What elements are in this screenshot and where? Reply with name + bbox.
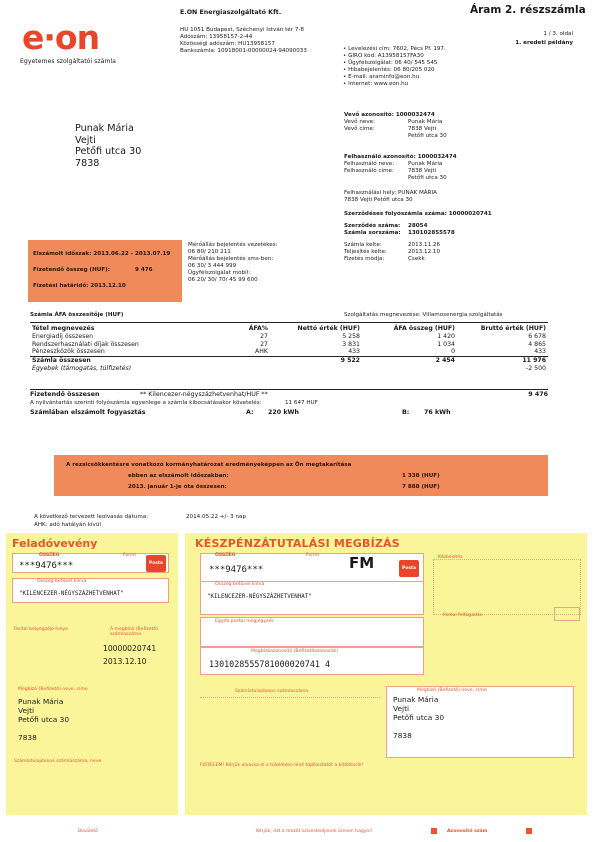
payer-label: Megbízó (Befizető) neve, címe [18, 687, 88, 692]
recipient-zip: 7838 [75, 157, 100, 169]
transfer-words-field[interactable]: Összeg betűvel kiírva "KILENCEZER-NÉGYSZÁZHETVENHAT" [200, 581, 424, 615]
eon-logo: e·on [22, 18, 100, 57]
warning-text: FIGYELEM! Kérjük olvassa el a túloldalon lévő tájékoztatót a kitöltésről! [200, 763, 364, 768]
other-note-field[interactable]: Egyéb postai megjegyzés [200, 617, 424, 647]
payment-method: Csekk [408, 256, 425, 262]
copy-label: 1. eredeti példány [515, 40, 573, 46]
savings-notice: A rezsicsökkentésre vonatkozó kormányhatározat eredményeképpen az Ön megtakarítása ebben az elszámolt időszakban: 1 338 (HUF) 2013. január 1-je óta összesen: 7 888 (HUF) [54, 455, 548, 496]
customer-info: Vevő azonosító: 1000032474 Vevő neve: Punak Mária Vevő címe: 7838 Vejti Petőfi utca 30 Felhasználó azonosító: 1000032474 Felhasználó neve: Punak Mária Felhasználó címe: 7838 Vejti Petőfi utca 30 Felhasználási hely: PUNAK MÁRIA 7838 Vejti Petőfi utca 30 Szerződéses folyószámla száma: 10000020741 Szerződés száma: 28054 Számla sorszáma: 130102855578 Számla kelte: 2013.11.26 Teljesítés kelte: 2013.12.10 Fizetés módja: Csekk [344, 112, 544, 263]
contact-line: • Hibabejelentés: 06 80/205 020 [343, 67, 435, 73]
table-row: Pénzeszközök összesen AHK 433 0 433 [32, 348, 546, 356]
receipt-amount-field[interactable]: ÖSSZEG Forint ***9476*** Posta [12, 553, 169, 573]
savings-total-value: 7 888 (HUF) [402, 484, 440, 490]
account-owner-label: Számlatulajdonos számlaszáma [235, 689, 309, 694]
receipt-words-field[interactable]: Összeg betűvel kiírva "KILENCEZER-NÉGYSZÁZHETVENHAT" [12, 578, 169, 603]
footer-left: Bevizető [78, 829, 98, 834]
recipient-city: Vejti [75, 134, 96, 146]
stamp-label: Postai bélyegzője helye [14, 627, 68, 632]
contract-number: 28054 [408, 223, 428, 229]
document-title: Áram 2. részszámla [470, 4, 586, 16]
invoice-date: 2013.11.26 [408, 242, 441, 248]
consumption-b-value: 76 kWh [424, 409, 451, 416]
payer-id: 1301028555781000020741 4 [209, 659, 331, 669]
company-details [180, 27, 340, 55]
payment-deadline: Fizetési határidő: 2013.12.10 [33, 283, 126, 289]
company-line: Közösségi adószám: HU13958157 [180, 41, 275, 47]
summary-box: Elszámolt időszak: 2013.06.22 - 2013.07.19 Fizetendő összeg (HUF): 9 476 Fizetési határidő: 2013.12.10 [28, 240, 182, 302]
posta-logo-icon: Posta [146, 555, 166, 572]
savings-period-value: 1 338 (HUF) [402, 473, 440, 479]
vat-table [30, 324, 548, 372]
transfer-amount: ***9476*** [209, 565, 264, 575]
site-address: 7838 Vejti Petőfi utca 30 [344, 197, 413, 203]
posta-logo-icon: Posta [399, 560, 419, 577]
receipt-payer: Punak Mária Vejti Petőfi utca 30 7838 [18, 697, 70, 742]
site-label: Felhasználási hely: PUNAK MÁRIA [344, 190, 437, 196]
consumption-a-label: A: [246, 409, 254, 416]
contact-line: • E-mail: araminfo@eon.hu [343, 74, 420, 80]
consumption-label: Számlában elszámolt fogyasztás [30, 409, 146, 416]
company-name: E.ON Energiaszolgáltató Kft. [180, 9, 282, 16]
contact-list [343, 46, 503, 88]
vat-table-top-rule [30, 322, 548, 323]
contract-account: Szerződéses folyószámla száma: 10000020741 [344, 211, 492, 217]
user-id: Felhasználó azonosító: 1000032474 [344, 154, 457, 160]
transfer-amount-field[interactable]: ÖSSZEG Forint ***9476*** FM Posta [200, 553, 424, 586]
recipient-name: Punak Mária [75, 123, 134, 134]
transfer-payer: Punak Mária Vejti Petőfi utca 30 7838 [393, 695, 445, 740]
contact-line: • GIRO kód: A13958157FA30 [343, 53, 424, 59]
receipt-words: "KILENCEZER-NÉGYSZÁZHETVENHAT" [19, 591, 124, 597]
form-code: FM [349, 554, 375, 572]
payable-amount: 9 476 [135, 267, 153, 273]
payer-id-field[interactable]: Megbízóazonosító (Befizetőazonosító) 1301028555781000020741 4 [200, 647, 424, 675]
balance-value: 11 647 HUF [285, 400, 318, 406]
account-label: A megbízó (Befizető) számlaszáma [110, 627, 158, 637]
payable-total-value: 9 476 [528, 391, 548, 398]
receipt-amount: ***9476*** [19, 561, 74, 571]
transfer-title: KÉSZPÉNZÁTUTALÁSI MEGBÍZÁS [195, 537, 400, 550]
company-line: Adószám: 13958157-2-44 [180, 34, 253, 40]
transfer-words: "KILENCEZER-NÉGYSZÁZHETVENHAT" [207, 594, 312, 600]
vat-total-row: Számla összesen 9 522 2 454 11 976 [32, 356, 546, 364]
ahk-footnote: AHK: adó hatályán kívül [34, 522, 101, 528]
company-line: HU 1051 Budapest, Széchenyi István tér 7-8 [180, 27, 304, 33]
slip-footer [6, 820, 587, 842]
transfer-payer-field[interactable]: Megbízó (Befizető) neve, címe Punak Mária Vejti Petőfi utca 30 7838 [386, 686, 574, 758]
footer-right: Azonosító szám [447, 829, 488, 834]
footer-marker-left [431, 828, 437, 834]
meter-info: Mérőállás bejelentés vezetékes: 06 80/ 210 211 Mérőállás bejelentés sms-ben: 06 30/ 3 444 999 Ügyfélszolgálat mobil: 06 20/ 30/ 70/ 45 99 600 [188, 242, 278, 283]
consumption-a-value: 220 kWh [268, 409, 299, 416]
receipt-account: 10000020741 [103, 644, 157, 653]
receipt-footer-label: Számlatulajdonos számlaszáma, neve [14, 759, 102, 764]
receipt-slip [6, 533, 178, 815]
receipt-date: 2013.12.10 [103, 657, 147, 666]
consumption-b-label: B: [402, 409, 410, 416]
recipient-street: Petőfi utca 30 [75, 146, 142, 158]
contact-line: • Levelezési cím: 7602, Pécs Pf. 197. [343, 46, 446, 52]
invoice-number: 130102855578 [408, 230, 455, 236]
vat-title: Számla ÁFA összesítője (HUF) [30, 312, 124, 318]
vat-other-row: Egyebek (támogatás, túlfizetés) -2 500 [32, 364, 546, 372]
vat-bottom-rule [30, 389, 548, 390]
payable-in-words: ** Kilencezer-négyszázhetvenhat/HUF ** [140, 391, 268, 398]
acceptance-box [554, 607, 580, 621]
next-reading-label: A következő tervezett leolvasás dátuma: [34, 514, 149, 520]
balance-line: A nyilvántartás szerinti folyószámla egyenlege a számla kibocsátásakor követelés: [30, 400, 262, 406]
receipt-title: Feladóvevény [12, 537, 98, 550]
logo-subtitle: Egyetemes szolgáltatói számla [20, 58, 116, 65]
table-row: Rendszerhasználati díjak összesen 27 3 831 1 034 4 865 [32, 340, 546, 348]
account-line [200, 697, 380, 698]
contact-line: • Ügyfélszolgálat: 06 40/ 545 545 [343, 60, 438, 66]
page-info: 1 / 3. oldal [543, 31, 573, 37]
fulfilment-date: 2013.12.10 [408, 249, 441, 255]
payable-total-label: Fizetendő összesen [30, 391, 100, 398]
company-line: Bankszámla: 10918001-00000024-94090033 [180, 48, 307, 54]
buyer-id: Vevő azonosító: 1000032474 [344, 112, 435, 118]
contact-line: • Internet: www.eon.hu [343, 81, 409, 87]
next-reading-value: 2014.05.22 +/- 3 nap [186, 514, 247, 520]
vat-header-row: Tétel megnevezés ÁFA% Nettó érték (HUF) ÁFA összeg (HUF) Bruttó érték (HUF) [32, 324, 546, 332]
footer-marker-right [526, 828, 532, 834]
transfer-slip [185, 533, 587, 815]
recipient-address [75, 123, 141, 169]
notice-line: A rezsicsökkentésre vonatkozó kormányhatározat eredményeképpen az Ön megtakarítása [66, 462, 352, 468]
billing-period: Elszámolt időszak: 2013.06.22 - 2013.07.19 [33, 251, 171, 257]
table-row: Energiadíj összesen 27 5 258 1 420 6 678 [32, 332, 546, 340]
footer-center: Kérjük, ezt a mezőt szíveskedjenek üresen hagyni! [256, 829, 373, 834]
service-name: Szolgáltatás megnevezése: Villamosenergia szolgáltatás [344, 312, 503, 318]
delivery-label: Kézbesítés [438, 555, 463, 560]
post-acceptance-label: Postai felfogadás [443, 613, 483, 618]
